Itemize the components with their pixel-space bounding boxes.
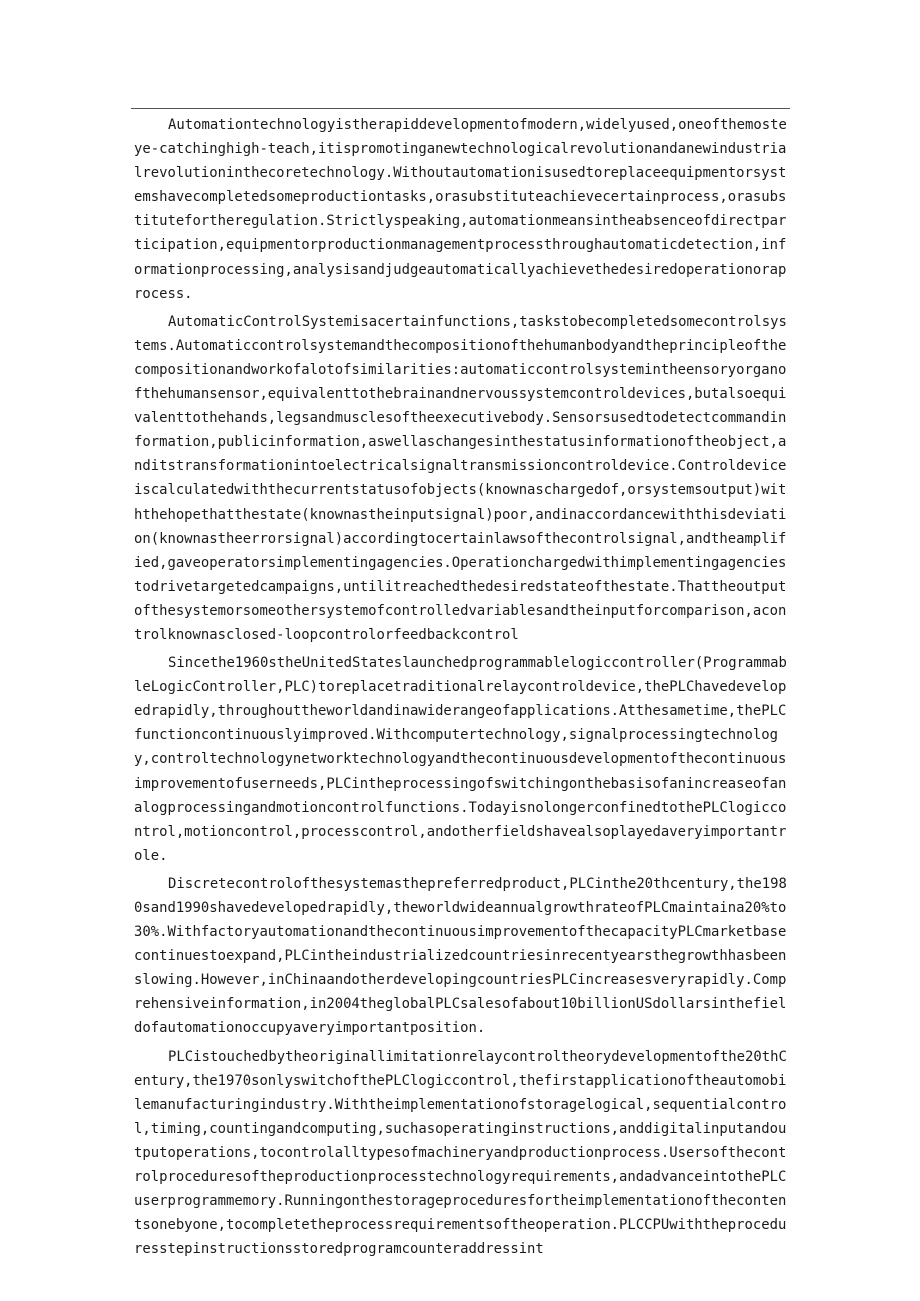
paragraph-automatic-control-system: AutomaticControlSystemisacertainfunctions,taskstobecompletedsomecontrolsystems.Automaticcontrolsystemandthecompositionofthehumanbodyandtheprincipleofthecompositionandworkofalotofsimilarities:automaticcontrolsystemintheensoryorganofthehumansensor,equivalenttothebrainandnervoussystemcontroldevices,butalsoequivalenttothehands,legsandmusclesoftheexecutivebody.Sensorsusedtodetectcommandinformation,publicinformation,aswellaschangesinthestatusinformationoftheobject,anditstransformationintoelectricalsignaltransmissioncontroldevice.Controldeviceiscalculatedwiththecurrentstatusofobjects(knownaschargedof,orsystemsoutput)withthehopethatthestate(knownastheinputsignal)poor,andinaccordancewiththisdeviation(knownastheerrorsignal)accordingtocertainlawsofthecontrolsignal,andtheamplified,gaveoperatorsimplementingagencies.Operationchargedwithimplementingagenciestodrivetargetedcampaigns,untilitreachedthedesiredstateofthestate.Thattheoutputofthesystemorsomeothersystemofcontrolledvariablesandtheinputforcomparison,acontrolknownasclosed-loopcontrolorfeedbackcontrol (134, 313, 787, 643)
header-rule (131, 108, 790, 109)
paragraph-automation-technology: Automationtechnologyistherapiddevelopmentofmodern,widelyused,oneofthemosteye-catchinghigh-teach,itispromotinganewtechnologicalrevolutionandanewindustrialrevolutioninthecoretechnology.Withoutautomationisusedtoreplaceequipmentorsystemshavecompletedsomeproductiontasks,orasubstituteachievecertainprocess,orasubstitutefortheregulation.Strictlyspeaking,automationmeansintheabsenceofdirectparticipation,equipmentorproductionmanagementprocessthroughautomaticdetection,informationprocessing,analysisandjudgeautomaticallyachievethedesiredoperationoraprocess. (134, 117, 787, 302)
paragraph-plc-market: Discretecontrolofthesystemasthepreferredproduct,PLCinthe20thcentury,the1980sand1990shavedevelopedrapidly,theworldwideannualgrowthrateofPLCmaintaina20%to30%.WithfactoryautomationandthecontinuousimprovementofthecapacityPLCmarketbasecontinuestoexpand,PLCintheindustrializedcountriesinrecentyearsthegrowthhasbeenslowing.However,inChinaandotherdevelopingcountriesPLCincreasesveryrapidly.Comprehensiveinformation,in2004theglobalPLCsalesofabout10billionUSdollarsinthefieldofautomationoccupyaveryimportantposition. (134, 875, 787, 1037)
paragraph-plc-operation: PLCistouchedbytheoriginallimitationrelaycontroltheorydevelopmentofthe20thCentury,the1970sonlyswitchofthePLClogiccontrol,thefirstapplicationoftheautomobilemanufacturingindustry.Withtheimplementationofstoragelogical,sequentialcontrol,timing,countingandcomputing,suchasoperatinginstructions,anddigitalinputandoutputoperations,tocontrolalltypesofmachineryandproductionprocess.Usersofthecontrolproceduresoftheproductionprocesstechnologyrequirements,andadvanceintothePLCuserprogrammemory.Runningonthestorageproceduresfortheimplementationofthecontentsonebyone,tocompletetheprocessrequirementsoftheoperation.PLCCPUwiththeproceduresstepinstructionsstoredprogramcounteraddressint (134, 1048, 787, 1258)
body-text (134, 113, 790, 1265)
paragraph-plc-history: Sincethe1960stheUnitedStateslaunchedprogrammablelogiccontroller(ProgrammableLogicController,PLC)toreplacetraditionalrelaycontroldevice,thePLChavedevelopedrapidly,throughouttheworldandinawiderangeofapplications.Atthesametime,thePLCfunctioncontinuouslyimproved.Withcomputertechnology,signalprocessingtechnology,controltechnologynetworktechnologyandthecontinuousdevelopmentofthecontinuousimprovementofuserneeds,PLCintheprocessingofswitchingonthebasisofanincreaseofanalogprocessingandmotioncontrolfunctions.TodayisnolongerconfinedtothePLClogiccontrol,motioncontrol,processcontrol,andotherfieldshavealsoplayedaveryimportantrole. (134, 655, 787, 864)
